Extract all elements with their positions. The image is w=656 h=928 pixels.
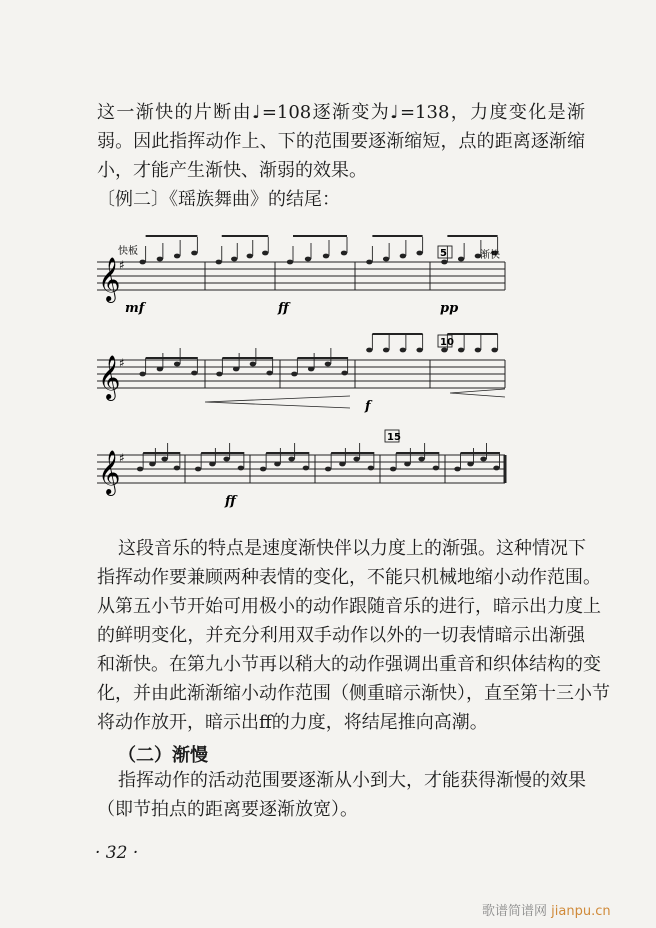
note-head [216, 260, 222, 265]
note-head [216, 372, 222, 377]
key-signature-sharp: ♯ [119, 356, 125, 370]
note-head [353, 457, 359, 462]
note-head [305, 257, 311, 262]
text-line: 小，才能产生渐快、渐弱的效果。 [97, 160, 367, 181]
note-head [274, 462, 280, 467]
note-head [366, 260, 372, 265]
note-head [149, 462, 155, 467]
note-head [137, 467, 143, 472]
note-head [266, 371, 272, 376]
note-head [341, 251, 347, 256]
note-head [288, 457, 294, 462]
note-head [368, 466, 374, 471]
measure-number: 10 [440, 337, 454, 348]
note-head [493, 466, 499, 471]
note-head [454, 467, 460, 472]
note-head [433, 466, 439, 471]
treble-clef-icon: 𝄞 [98, 355, 121, 399]
note-head [475, 348, 481, 353]
note-head [139, 260, 145, 265]
crescendo-hairpin [205, 396, 350, 408]
note-head [161, 457, 167, 462]
key-signature-sharp: ♯ [119, 451, 125, 465]
note-head [458, 257, 464, 262]
text-line: 指挥动作的活动范围要逐渐从小到大，才能获得渐慢的效果 [118, 770, 586, 791]
note-head [139, 372, 145, 377]
note-head [400, 254, 406, 259]
treble-clef-icon: 𝄞 [98, 450, 121, 494]
note-head [174, 466, 180, 471]
text-line: 这一渐快的片断由♩=108逐渐变为♩=138，力度变化是渐 [97, 102, 585, 123]
page-number: · 32 · [95, 843, 139, 863]
text-line: （即节拍点的距离要逐渐放宽）。 [97, 799, 358, 820]
note-head [339, 462, 345, 467]
note-head [325, 467, 331, 472]
note-head [191, 251, 197, 256]
note-head [325, 362, 331, 367]
measure-number: 5 [440, 248, 447, 259]
dynamic-mark: ff [278, 301, 289, 316]
note-head [416, 348, 422, 353]
dynamic-mark: pp [440, 301, 459, 316]
note-head [260, 467, 266, 472]
text-line: 化，并由此渐渐缩小动作范围（侧重暗示渐快），直至第十三小节 [97, 683, 610, 704]
note-head [491, 348, 497, 353]
dynamic-mark: f [365, 399, 371, 414]
note-head [400, 348, 406, 353]
dynamic-mark: ff [225, 494, 236, 509]
note-head [291, 372, 297, 377]
note-head [157, 367, 163, 372]
note-head [416, 251, 422, 256]
text-line: 这段音乐的特点是速度渐快伴以力度上的渐强。这种情况下 [118, 538, 586, 559]
example-caption: 〔例二〕《瑶族舞曲》的结尾： [97, 189, 340, 210]
accel-mark: 渐快 [480, 250, 500, 261]
note-head [366, 348, 372, 353]
dynamic-mark: mf [125, 301, 145, 316]
note-head [480, 457, 486, 462]
note-head [262, 251, 268, 256]
text-line: 指挥动作要兼顾两种表情的变化，不能只机械地缩小动作范围。 [97, 567, 601, 588]
note-head [458, 348, 464, 353]
note-head [191, 371, 197, 376]
note-head [418, 457, 424, 462]
note-head [390, 467, 396, 472]
text-line: 弱。因此指挥动作上、下的范围要逐渐缩短，点的距离逐渐缩 [97, 131, 585, 152]
note-head [287, 260, 293, 265]
watermark: 歌谱简谱网 jianpu.cn [482, 904, 611, 919]
note-head [195, 467, 201, 472]
note-head [174, 254, 180, 259]
note-head [323, 254, 329, 259]
note-head [209, 462, 215, 467]
text-line: 从第五小节开始可用极小的动作跟随音乐的进行，暗示出力度上 [97, 596, 601, 617]
note-head [231, 257, 237, 262]
note-head [383, 348, 389, 353]
tempo-mark: 快板 [118, 246, 138, 257]
treble-clef-icon: 𝄞 [98, 257, 121, 301]
note-head [250, 362, 256, 367]
note-head [441, 260, 447, 265]
crescendo-hairpin [450, 389, 505, 397]
note-head [247, 254, 253, 259]
note-head [233, 367, 239, 372]
note-head [404, 462, 410, 467]
note-head [238, 466, 244, 471]
text-line: 将动作放开，暗示出ff的力度，将结尾推向高潮。 [97, 712, 488, 733]
note-head [441, 348, 447, 353]
section-heading: （二）渐慢 [118, 745, 208, 766]
text-line: 和渐快。在第九小节再以稍大的动作强调出重音和织体结构的变 [97, 654, 601, 675]
note-head [303, 466, 309, 471]
key-signature-sharp: ♯ [119, 258, 125, 272]
measure-number: 15 [387, 432, 401, 443]
note-head [383, 257, 389, 262]
note-head [157, 257, 163, 262]
note-head [223, 457, 229, 462]
note-head [308, 367, 314, 372]
note-head [341, 371, 347, 376]
note-head [174, 362, 180, 367]
text-line: 的鲜明变化，并充分利用双手动作以外的一切表情暗示出渐强 [97, 625, 585, 646]
note-head [467, 462, 473, 467]
